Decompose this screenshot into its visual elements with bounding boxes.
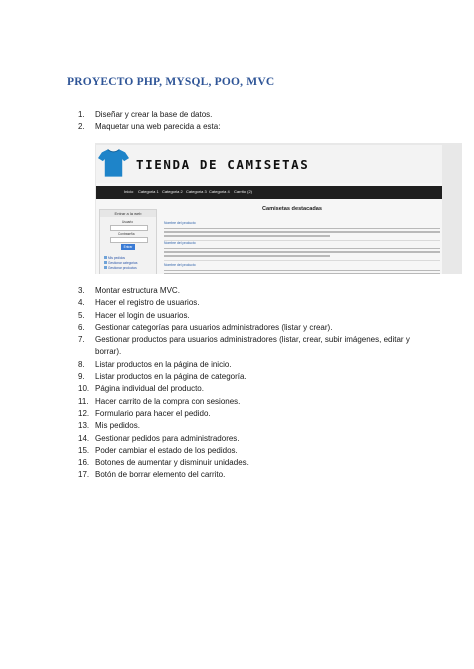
task-list-part-2 [78, 285, 423, 482]
login-link-categories: Gestionar categorias [104, 261, 137, 265]
product-text-line [164, 255, 330, 257]
task-text: Hacer el registro de usuarios. [95, 298, 200, 308]
mockup-nav-item: Inicio [124, 189, 134, 194]
task-text: Listar productos en la página de categoría. [95, 372, 247, 382]
login-title: Entrar a la web [100, 210, 156, 217]
task-number: 14. [78, 433, 90, 443]
task-number: 12. [78, 408, 90, 418]
mockup-page [96, 145, 442, 274]
task-item [78, 371, 423, 383]
task-item [78, 469, 423, 481]
mockup-nav-item: Categoria 3 [186, 189, 207, 194]
task-item [78, 334, 423, 359]
login-link-orders: Mis pedidos [104, 256, 125, 260]
task-item [78, 121, 423, 133]
task-text: Gestionar categorías para usuarios administradores (listar y crear). [95, 322, 333, 332]
featured-title: Camisetas destacadas [262, 206, 323, 212]
task-number: 5. [78, 310, 85, 320]
mockup-nav-bar [96, 186, 442, 199]
task-item [78, 408, 423, 420]
mockup-nav-item: Carrito (2) [234, 189, 253, 194]
tshirt-logo-icon [98, 148, 129, 178]
mockup-product-entry [164, 241, 440, 261]
product-text-line [164, 228, 440, 230]
task-text: Maquetar una web parecida a esta: [95, 122, 221, 132]
document-title: PROYECTO PHP, MYSQL, POO, MVC [67, 76, 275, 88]
task-number: 17. [78, 470, 90, 480]
product-heading [164, 241, 440, 246]
product-name: Nombre del producto [164, 241, 196, 245]
task-item [78, 396, 423, 408]
product-heading [164, 263, 440, 268]
task-number: 13. [78, 421, 90, 431]
mockup-login-box [99, 209, 157, 274]
task-item [78, 383, 423, 395]
product-text-line [164, 270, 440, 272]
login-password-input [110, 237, 148, 243]
task-text: Montar estructura MVC. [95, 286, 180, 295]
task-item [78, 433, 423, 445]
product-text-line [164, 248, 440, 250]
task-text: Gestionar pedidos para administradores. [95, 433, 240, 443]
task-item [78, 285, 423, 297]
task-text: Hacer el login de usuarios. [95, 310, 190, 320]
task-item [78, 322, 423, 334]
task-number: 10. [78, 384, 90, 394]
task-text: Hacer carrito de la compra con sesiones. [95, 396, 241, 406]
task-text: Botón de borrar elemento del carrito. [95, 470, 226, 480]
product-text-line [164, 231, 440, 233]
mockup-header [96, 145, 442, 183]
product-text-line [164, 273, 440, 274]
login-email-label: Usuario [122, 220, 133, 224]
mockup-product-entry [164, 221, 440, 241]
task-number: 16. [78, 458, 90, 468]
task-text: Diseñar y crear la base de datos. [95, 110, 213, 119]
mockup-brand: TIENDA DE CAMISETAS [136, 157, 310, 172]
product-name: Nombre del producto [164, 221, 196, 225]
task-number: 2. [78, 122, 85, 132]
task-item [78, 310, 423, 322]
product-separator [164, 260, 440, 261]
task-text: Formulario para hacer el pedido. [95, 408, 211, 418]
task-item [78, 359, 423, 371]
mockup-nav-item: Categoria 1 [138, 189, 159, 194]
login-link-products: Gestionar productos [104, 266, 137, 270]
mockup-nav-item: Categoria 4 [209, 189, 230, 194]
product-text-line [164, 235, 330, 237]
website-mockup-image [95, 143, 462, 274]
task-number: 8. [78, 359, 85, 369]
mockup-nav-item: Categoria 2 [162, 189, 183, 194]
task-number: 1. [78, 110, 85, 119]
task-number: 4. [78, 298, 85, 308]
task-number: 9. [78, 372, 85, 382]
login-password-label: Contraseña [118, 232, 135, 236]
task-item [78, 445, 423, 457]
task-item [78, 457, 423, 469]
task-list-part-1 [78, 109, 423, 134]
task-item [78, 420, 423, 432]
task-text: Listar productos en la página de inicio. [95, 359, 232, 369]
task-text: Página individual del producto. [95, 384, 204, 394]
task-text: Mis pedidos. [95, 421, 140, 431]
task-number: 6. [78, 322, 85, 332]
task-text: Gestionar productos para usuarios administradores (listar, crear, subir imágenes, editar y borrar). [95, 335, 410, 357]
product-heading [164, 221, 440, 226]
product-text-line [164, 251, 440, 253]
task-item [78, 297, 423, 309]
task-item [78, 109, 423, 121]
mockup-product-entry [164, 263, 440, 274]
product-name: Nombre del producto [164, 263, 196, 267]
login-button: Entrar [121, 244, 135, 250]
task-number: 7. [78, 335, 85, 345]
login-email-input [110, 225, 148, 231]
task-text: Poder cambiar el estado de los pedidos. [95, 445, 238, 455]
task-text: Botones de aumentar y disminuir unidades. [95, 458, 249, 468]
task-number: 15. [78, 445, 90, 455]
task-number: 3. [78, 286, 85, 295]
task-number: 11. [78, 396, 89, 406]
